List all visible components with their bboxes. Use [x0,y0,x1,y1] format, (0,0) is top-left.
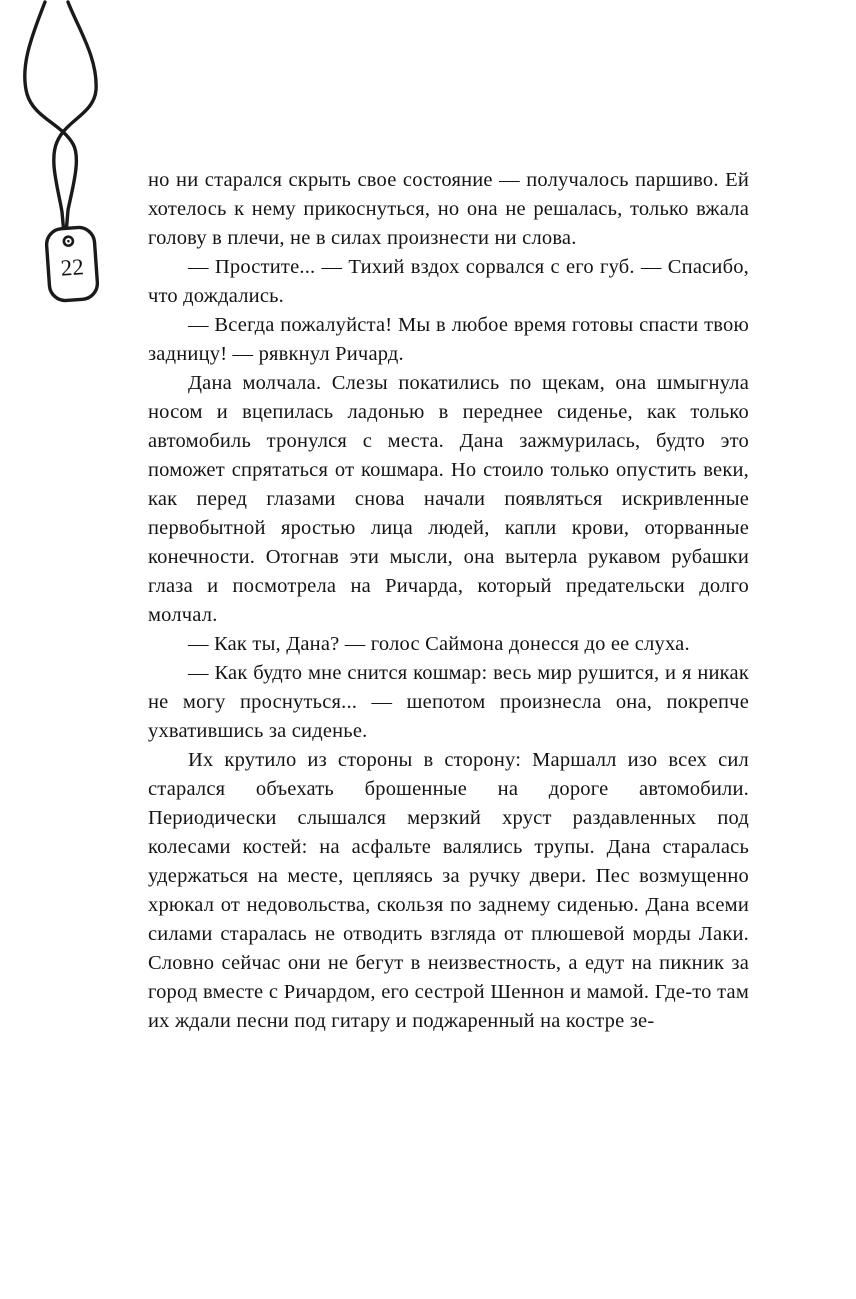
dog-tag-ornament [0,0,150,330]
page-number: 22 [59,254,85,281]
cord-right-strand [54,2,96,234]
dog-tag [46,226,99,301]
paragraph: — Простите... — Тихий вздох сорвался с его губ. — Спасибо, что дождались. [148,256,749,307]
page-text [148,166,749,1036]
paragraph: но ни старался скрыть свое состояние — получалось паршиво. Ей хотелось к нему прикоснуться, но она не решалась, только вжала голову в плечи, не в силах произнести ни слова. [148,169,749,249]
cord-left-strand [25,2,77,234]
paragraph: Их крутило из стороны в сторону: Маршалл изо всех сил старался объехать брошенные на дороге автомобили. Периодически слышался мерзкий хруст раздавленных под колесами костей: на асфальте валялись трупы. Дана старалась удержаться на месте, цепляясь за ручку двери. Пес возмущенно хрюкал от недовольства, скользя по заднему сиденью. Дана всеми силами старалась не отводить взгляда от плюшевой морды Лаки. Словно сейчас они не бегут в неизвестность, а едут на пикник за город вместе с Ричардом, его сестрой Шеннон и мамой. Где-то там их ждали песни под гитару и поджаренный на костре зе- [148,749,749,1032]
paragraph: — Как ты, Дана? — голос Саймона донесся до ее слуха. [188,633,690,655]
paragraph: Дана молчала. Слезы покатились по щекам, она шмыгнула носом и вцепилась ладонью в переднее сиденье, как только автомобиль тронулся с места. Дана зажмурилась, будто это поможет спрятаться от кошмара. Но стоило только опустить веки, как перед глазами снова начали появляться искривленные первобытной яростью лица людей, капли крови, оторванные конечности. Отогнав эти мысли, она вытерла рукавом рубашки глаза и посмотрела на Ричарда, который предательски долго молчал. [148,372,749,626]
paragraph: — Всегда пожалуйста! Мы в любое время готовы спасти твою задницу! — рявкнул Ричард. [148,314,749,365]
paragraph: — Как будто мне снится кошмар: весь мир рушится, и я никак не могу проснуться... — шепотом произнесла она, покрепче ухватившись за сиденье. [148,662,749,742]
dog-tag-with-cord-icon [0,0,150,330]
